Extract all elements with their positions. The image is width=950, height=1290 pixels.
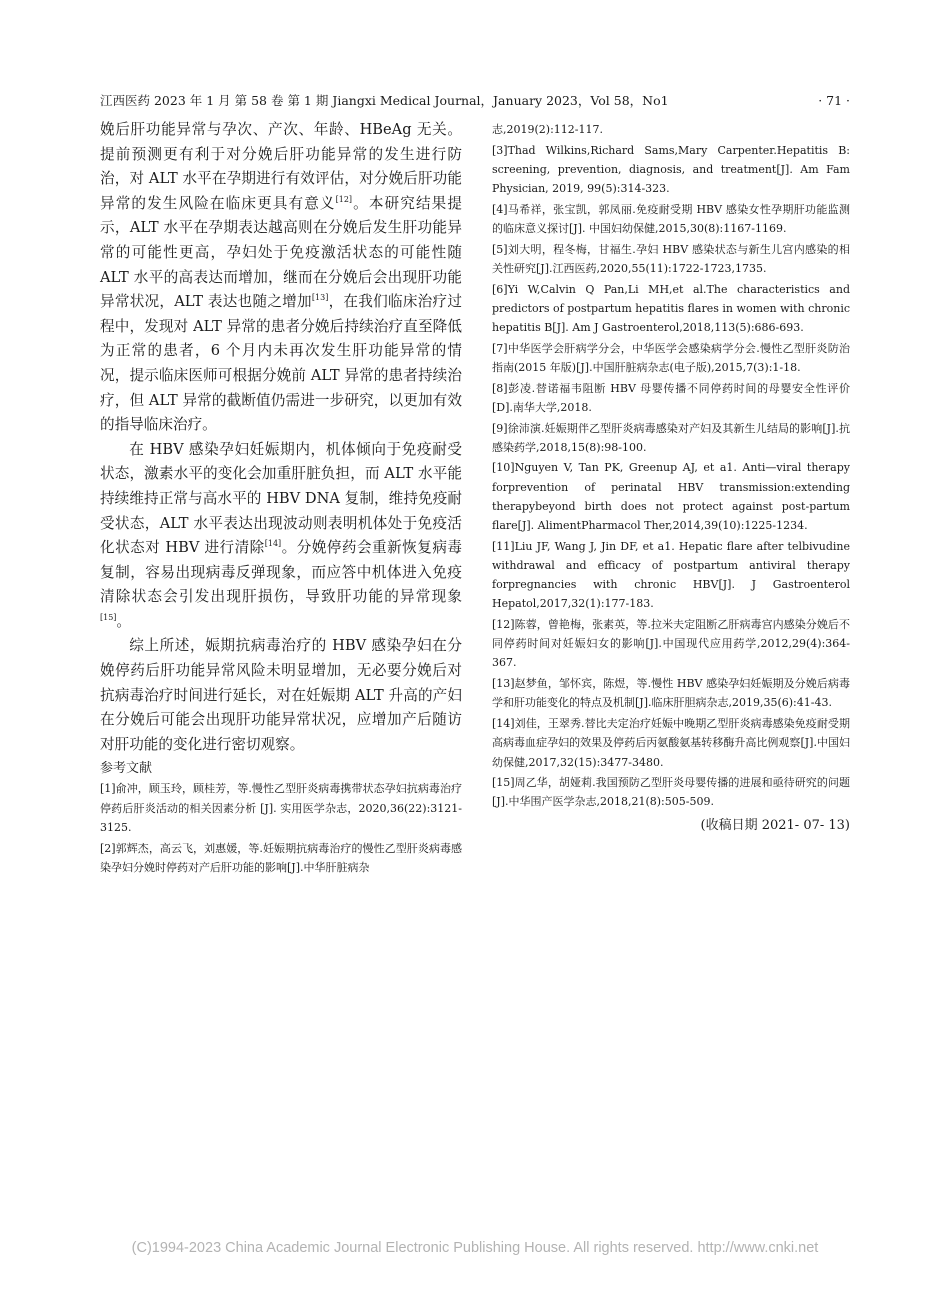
reference-text: [2]郭辉杰，高云飞，刘惠媛，等.妊娠期抗病毒治疗的慢性乙型肝炎病毒感染孕妇分娩时停药对产后肝功能的影响[J].中华肝脏病杂	[100, 841, 462, 874]
paragraph-text: 。	[116, 612, 132, 630]
reference-item: [11]Liu JF, Wang J, Jin DF, et a1. Hepatic flare after telbivudine withdrawal and efficacy of postpartum antiviral therapy forpregnancies with chronic HBV[J]. J Gastroenterol Hepatol,2017,32(1):177-183.	[492, 539, 850, 611]
reference-item	[100, 779, 462, 837]
reference-item: [14]刘佳，王翠秀.替比夫定治疗妊娠中晚期乙型肝炎病毒感染免疫耐受期高病毒血症孕妇的效果及停药后丙氨酸氨基转移酶升高比例观察[J].中国妇幼保健,2017,32(15):3477-3480.	[492, 717, 850, 769]
reference-item: [10]Nguyen V, Tan PK, Greenup AJ, et a1. Anti—viral therapy forprevention of perinatal HBV transmission:extending therapybeyond birth does not protect against post-partum flare[J]. AlimentPharmacol Ther,2014,39(10):1225-1234.	[492, 461, 850, 533]
body-text	[100, 118, 462, 757]
reference-item: [5]刘大明，程冬梅，甘福生.孕妇 HBV 感染状态与新生儿宫内感染的相关性研究[J].江西医药,2020,55(11):1722-1723,1735.	[492, 242, 850, 275]
reference-item: [6]Yi W,Calvin Q Pan,Li MH,et al.The characteristics and predictors of postpartum hepatitis flares in women with chronic hepatitis B[J]. Am J Gastroenterol,2018,113(5):686-693.	[492, 282, 850, 335]
left-column	[100, 118, 462, 878]
paragraph-text: 娩后肝功能异常与孕次、产次、年龄、HBeAg 无关。提前预测更有利于对分娩后肝功能异常的发生进行防治，对 ALT 水平在孕期进行有效评估，对分娩后肝功能异常的发生风险在临床更具有意义	[100, 121, 462, 212]
reference-item: [15]周乙华，胡娅莉.我国预防乙型肝炎母婴传播的进展和亟待研究的问题[J].中华围产医学杂志,2018,21(8):505-509.	[492, 776, 850, 809]
paragraph-immune-state	[100, 438, 462, 635]
reference-list-left	[100, 779, 462, 877]
citation-marker[interactable]: [15]	[100, 613, 117, 623]
journal-citation-line: 江西医药 2023 年 1 月 第 58 卷 第 1 期 Jiangxi Medical Journal，January 2023，Vol 58，No1	[100, 93, 669, 108]
page-number: · 71 ·	[818, 93, 850, 108]
paragraph-text: 。本研究结果提示，ALT 水平在孕期表达越高则在分娩后发生肝功能异常的可能性更高，孕妇处于免疫激活状态的可能性随 ALT 水平的高表达而增加，继而在分娩后会出现肝功能异常状况，ALT 表达也随之增加	[100, 194, 462, 311]
reference-continuation: 志,2019(2):112-117.	[492, 123, 603, 136]
running-header	[100, 92, 850, 110]
reference-item: [8]彭凌.替诺福韦阻断 HBV 母婴传播不同停药时间的母婴安全性评价[D].南华大学,2018.	[492, 381, 850, 414]
references-heading: 参考文献	[100, 761, 153, 777]
citation-marker[interactable]: [14]	[264, 539, 282, 549]
reference-item: [9]徐沛演.妊娠期伴乙型肝炎病毒感染对产妇及其新生儿结局的影响[J].抗感染药学,2018,15(8):98-100.	[492, 421, 850, 454]
citation-marker[interactable]: [12]	[335, 194, 353, 204]
paragraph-conclusion: 综上所述，娠期抗病毒治疗的 HBV 感染孕妇在分娩停药后肝功能异常风险未明显增加，无必要分娩后对抗病毒治疗时间进行延长，对在妊娠期 ALT 升高的产妇在分娩后可能会出现肝功能异常状况，应增加产后随访对肝功能的变化进行密切观察。	[100, 637, 462, 753]
reference-item: [13]赵梦鱼，邹怀宾，陈煜，等.慢性 HBV 感染孕妇妊娠期及分娩后病毒学和肝功能变化的特点及机制[J].临床肝胆病杂志,2019,35(6):41-43.	[492, 677, 850, 710]
reference-list-right	[492, 120, 850, 812]
right-column	[492, 120, 850, 836]
reference-item: [7]中华医学会肝病学分会，中华医学会感染病学分会.慢性乙型肝炎防治指南(2015 年版)[J].中国肝脏病杂志(电子版),2015,7(3):1-18.	[492, 341, 850, 374]
reference-item: [3]Thad Wilkins,Richard Sams,Mary Carpenter.Hepatitis B: screening, prevention, diagnosis, and treatment[J]. Am Fam Physician, 2019, 99(5):314-323.	[492, 143, 850, 196]
paragraph-text: 在 HBV 感染孕妇妊娠期内，机体倾向于免疫耐受状态，激素水平的变化会加重肝脏负担，而 ALT 水平能持续维持正常与高水平的 HBV DNA 复制，维持免疫耐受状态，ALT 水平表达出现波动则表明机体处于免疫活化状态对 HBV 进行清除	[100, 440, 462, 557]
paragraph-continuation	[100, 118, 462, 438]
reference-item: [12]陈蓉，曾艳梅，张素英，等.拉米夫定阻断乙肝病毒宫内感染分娩后不同停药时间对妊娠妇女的影响[J].中国现代应用药学,2012,29(4):364-367.	[492, 618, 850, 670]
reference-item: [4]马希祥，张宝凯，郭凤丽.免疫耐受期 HBV 感染女性孕期肝功能监测的临床意义探讨[J]. 中国妇幼保健,2015,30(8):1167-1169.	[492, 202, 850, 236]
citation-marker[interactable]: [13]	[311, 293, 329, 303]
received-date: (收稿日期 2021- 07- 13)	[700, 817, 850, 833]
reference-item	[100, 839, 462, 877]
paragraph-text: 。分娩停药会重新恢复病毒复制，容易出现病毒反弹现象，而应答中机体进入免疫清除状态会引发出现肝损伤，导致肝功能的异常现象	[100, 539, 462, 606]
reference-text: [1]俞冲，顾玉玲，顾桂芳，等.慢性乙型肝炎病毒携带状态孕妇抗病毒治疗停药后肝炎活动的相关因素分析 [J]. 实用医学杂志，2020,36(22):3121-3125.	[100, 782, 462, 834]
copyright-watermark: (C)1994-2023 China Academic Journal Electronic Publishing House. All rights reserved. http://www.cnki.net	[131, 1240, 819, 1256]
paragraph-text: ，在我们临床治疗过程中，发现对 ALT 异常的患者分娩后持续治疗直至降低为正常的患者，6 个月内未再次发生肝功能异常的情况，提示临床医师可根据分娩前 ALT 异常的患者持续治疗，但 ALT 异常的截断值仍需进一步研究，以更加有效的指导临床治疗。	[100, 293, 462, 434]
